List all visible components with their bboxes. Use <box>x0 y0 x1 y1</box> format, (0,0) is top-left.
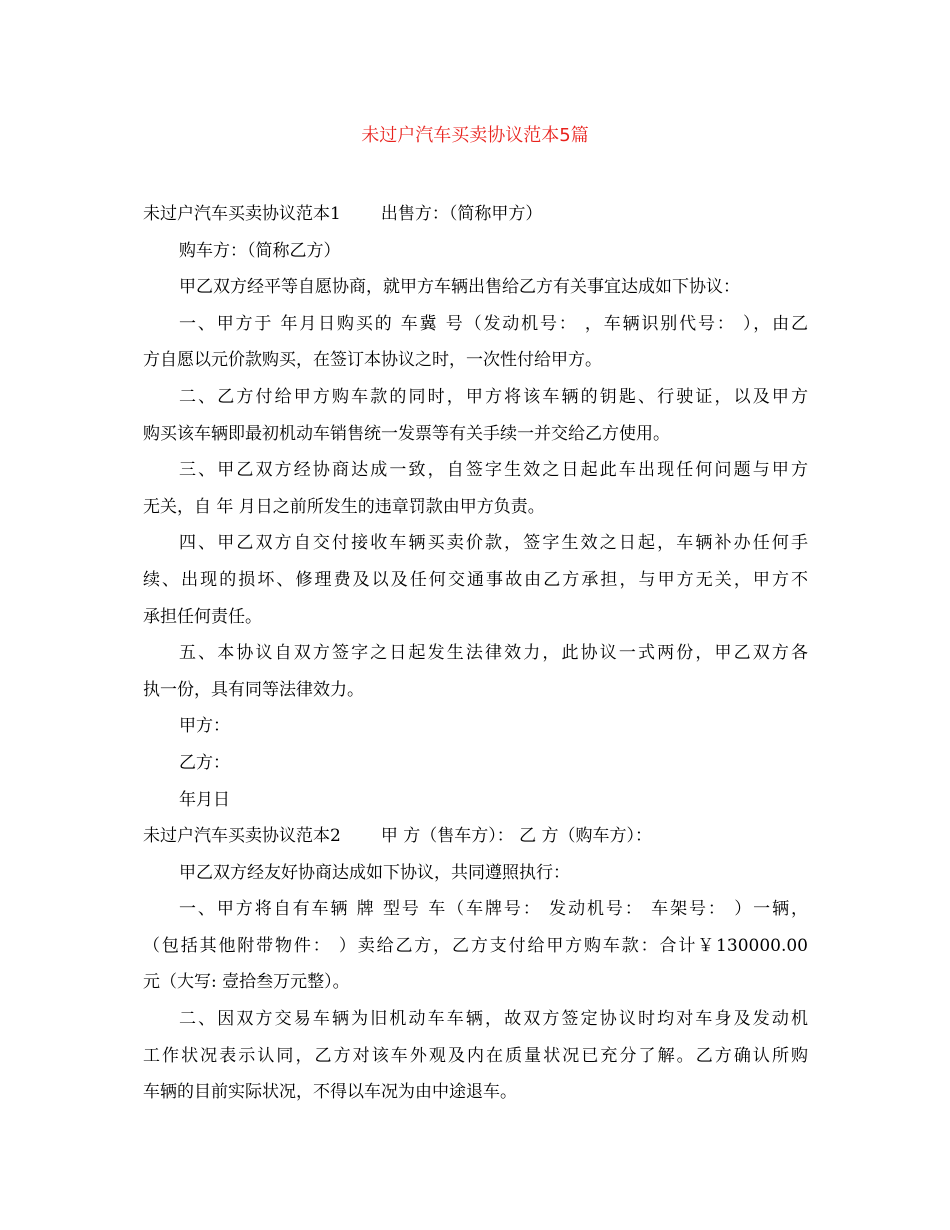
document-title: 未过户汽车买卖协议范本5篇 <box>361 125 589 146</box>
paragraph-line: 甲乙双方经友好协商达成如下协议，共同遵照执行： <box>179 862 570 883</box>
signature-date: 年月日 <box>179 789 230 810</box>
paragraph-line: 工作状况表示认同，乙方对该车外观及内在质量状况已充分了解。乙方确认所购 <box>143 1045 808 1066</box>
paragraph-line: 车辆的目前实际状况，不得以车况为由中途退车。 <box>143 1082 517 1103</box>
parties-label: 甲 方（售车方）： 乙 方（购车方）： <box>380 826 653 847</box>
section-title: 未过户汽车买卖协议范本1 <box>143 204 341 224</box>
paragraph-line: 甲乙双方经平等自愿协商，就甲方车辆出售给乙方有关事宜达成如下协议： <box>179 277 740 298</box>
section-heading-1 <box>143 196 808 233</box>
paragraph-line: 执一份，具有同等法律效力。 <box>143 679 364 700</box>
paragraph-line: 无关，自 年 月日之前所发生的违章罚款由甲方负责。 <box>143 496 545 517</box>
section-title: 未过户汽车买卖协议范本2 <box>143 826 341 847</box>
paragraph-line: 购买该车辆即最初机动车销售统一发票等有关手续一并交给乙方使用。 <box>143 423 670 444</box>
signature-party-a: 甲方： <box>179 716 230 737</box>
paragraph-line: 购车方：（简称乙方） <box>179 240 341 261</box>
paragraph-line: 五、本协议自双方签字之日起发生法律效力，此协议一式两份，甲乙双方各 <box>179 643 808 664</box>
paragraph-line: （包括其他附带物件： ）卖给乙方，乙方支付给甲方购车款：合计￥130000.00 <box>143 935 808 956</box>
seller-label: 出售方：（简称甲方） <box>380 204 543 224</box>
paragraph-line: 一、甲方将自有车辆 牌 型号 车（车牌号： 发动机号： 车架号： ）一辆， <box>179 899 808 920</box>
signature-party-b: 乙方： <box>179 752 230 773</box>
paragraph-line: 二、因双方交易车辆为旧机动车车辆，故双方签定协议时均对车身及发动机 <box>179 1009 808 1030</box>
paragraph-line: 元（大写: 壹拾叁万元整）。 <box>143 972 350 993</box>
paragraph-line: 一、甲方于 年月日购买的 车冀 号（发动机号： ，车辆识别代号： ），由乙 <box>179 313 808 334</box>
document-body <box>143 196 808 1111</box>
paragraph-line: 二、乙方付给甲方购车款的同时，甲方将该车辆的钥匙、行驶证，以及甲方 <box>179 386 808 407</box>
paragraph-line: 承担任何责任。 <box>143 606 262 627</box>
paragraph-line: 四、甲乙双方自交付接收车辆买卖价款，签字生效之日起，车辆补办任何手 <box>179 533 808 554</box>
paragraph-line: 方自愿以元价款购买，在签订本协议之时，一次性付给甲方。 <box>143 350 602 371</box>
paragraph-line: 三、甲乙双方经协商达成一致，自签字生效之日起此车出现任何问题与甲方 <box>179 460 808 481</box>
section-heading-2 <box>143 818 808 855</box>
paragraph-line: 续、出现的损坏、修理费及以及任何交通事故由乙方承担，与甲方无关，甲方不 <box>143 569 808 590</box>
